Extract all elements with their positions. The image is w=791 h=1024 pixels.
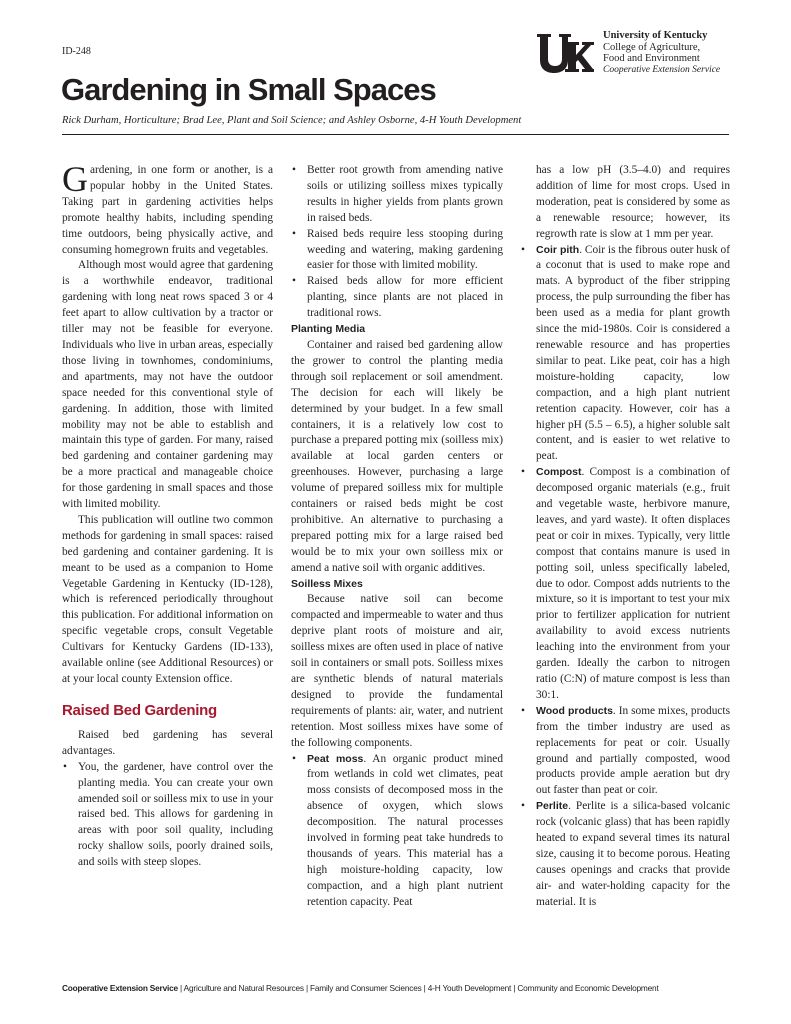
column-3 xyxy=(520,163,730,911)
column-1 xyxy=(62,159,273,871)
term-compost: Compost xyxy=(536,466,582,479)
advantages-list-continued xyxy=(291,163,503,322)
list-item-peat-moss xyxy=(291,752,503,911)
peat-moss-text: . An organic product mined from wetlands in cold wet climates, peat moss consists of decomposed moss in the absence of oxygen, which slows decomposition. The natural processes involved in forming peat take hundreds to thousands of years. This material has a high moisture-holding capacity, low compaction, and a high plant nutrient retention capacity. Peat xyxy=(307,752,503,908)
peat-continued: has a low pH (3.5–4.0) and requires addition of lime for most crops. Used in moderation, peat is considered by some as a renewable resource; however, its regrowth rate is slow at 1 mm per year. xyxy=(536,164,730,240)
paragraph-3: This publication will outline two common methods for gardening in small spaces: raised bed gardening and container gardening. It is meant to be used as a companion to Home Vegetable Gardening in Kentucky (ID-128), which is referenced periodically throughout this publication. For additional information on specific vegetable crops, consult Vegetable Cultivars for Kentucky Gardens (ID-133), available online (see Additional Resources) or at your local county Extension office. xyxy=(62,513,273,685)
section-heading-raised-bed: Raised Bed Gardening xyxy=(62,701,217,719)
term-perlite: Perlite xyxy=(536,800,569,813)
college-line2: Food and Environment xyxy=(603,53,700,64)
term-peat-moss: Peat moss xyxy=(307,752,364,765)
list-item: • You, the gardener, have control over the planting media. You can create your own amended soil or soilless mix to use in your raised bed. This allows for gardening in areas with poor soil quality, including rocky shallow soils, poorly drained soils, and soils with steep slopes. xyxy=(62,760,273,871)
page-title: Gardening in Small Spaces xyxy=(61,72,436,107)
university-name: University of Kentucky xyxy=(603,30,708,41)
list-item: • Raised beds require less stooping during weeding and watering, making gardening easier for those with limited mobility. xyxy=(291,227,503,275)
soilless-mixes-paragraph: Because native soil can become compacted and impermeable to water and thus deprive plant roots of moisture and air, soilless mixes are often used in place of native soil in containers or small pots. Soilless mixes are synthetic blends of natural materials designed to provide the fundamental requirements of plants: air, water, and nutrient retention. Most soilless mixes have some of the following components. xyxy=(291,593,503,749)
footer xyxy=(62,983,729,993)
column-2 xyxy=(291,163,503,911)
subheading-planting-media: Planting Media xyxy=(291,323,366,336)
list-item-coir-pith xyxy=(520,243,730,466)
intro-paragraph xyxy=(62,159,273,258)
uk-logo xyxy=(536,32,594,76)
components-list-continued xyxy=(520,243,730,911)
perlite-text: . Perlite is a silica-based volcanic rock (volcanic glass) that has been rapidly heated to expand several times its natural size, causing it to become porous. Heating causes openings and cracks that provide air- and water-holding capacity for the material. It is xyxy=(536,800,730,908)
org-block xyxy=(603,30,720,76)
subheading-soilless-mixes: Soilless Mixes xyxy=(291,577,363,590)
planting-media-paragraph: Container and raised bed gardening allow the grower to control the planting media through soil replacement or soil amendment. The decision for each will likely be determined by your budget. In a few small containers, it is a relatively low cost to purchase a prepared potting mix (soilless mix) available at local garden centers or greenhouses. However, purchasing a large volume of prepared soilless mix for multiple containers or raised beds might be cost prohibitive. An alternative to purchasing a prepared potting mix for a large raised bed would be to mix your own soilless mix or amend a native soil with organic additives. xyxy=(291,338,503,574)
list-item: • Raised beds allow for more efficient planting, since plants are not placed in traditional rows. xyxy=(291,274,503,322)
intro-text: ardening, in one form or another, is a popular hobby in the United States. Taking part in gardening activities helps promote healthy habits, including spending time outdoors, being physically active, and consuming homegrown fruits and vegetables. xyxy=(62,164,273,256)
authors-line: Rick Durham, Horticulture; Brad Lee, Plant and Soil Science; and Ashley Osborne, 4-H Youth Development xyxy=(62,115,522,126)
document-id: ID-248 xyxy=(62,46,91,57)
header-divider xyxy=(62,134,729,135)
extension-service: Cooperative Extension Service xyxy=(603,64,721,75)
paragraph-2: Although most would agree that gardening is a worthwhile endeavor, traditional gardening with long neat rows spaced 3 or 4 feet apart to allow cultivation by a tractor or tiller may not be feasible for everyone. Individuals who live in urban areas, especially those living in townhomes, condominiums, and apartments, may not have the outdoor space needed for this conventional style of gardening. In addition, those with limited mobility may not be able to establish and maintain this type of garden. For many, raised bed gardening and container gardening may be a more practical and manageable choice for those gardening in small spaces and those with limited mobility. xyxy=(62,259,273,511)
list-item-compost xyxy=(520,465,730,704)
list-item: • Better root growth from amending native soils or utilizing soilless mixes typically results in higher yields from plants grown in raised beds. xyxy=(291,163,503,227)
term-coir-pith: Coir pith xyxy=(536,243,580,256)
coir-pith-text: . Coir is the fibrous outer husk of a coconut that is used to make rope and mats. A byproduct of the fiber stripping process, the pulp surrounding the fiber has been used as a media for plant growth since the mid-1980s. Coir is considered a renewable resource and has properties similar to peat. Like peat, coir has a high moisture-holding capacity, low compaction, and a high plant nutrient retention capacity. However, coir has a higher pH (5.5 – 6.5), a higher soluble salt content, and is easier to wet relative to peat. xyxy=(536,243,730,463)
footer-service: Cooperative Extension Service xyxy=(62,983,178,993)
wood-products-text: . In some mixes, products from the timber industry are used as replacements for peat or coir. Usually ground and partially composted, wood products provide ample aeration but dry out faster than peat or coir. xyxy=(536,704,730,797)
list-item-perlite xyxy=(520,799,730,910)
term-wood-products: Wood products xyxy=(536,704,613,717)
advantages-list xyxy=(62,760,273,871)
paragraph-4: Raised bed gardening has several advantages. xyxy=(62,728,273,757)
list-item-wood-products xyxy=(520,704,730,799)
footer-programs: | Agriculture and Natural Resources | Family and Consumer Sciences | 4-H Youth Development | Community and Economic Development xyxy=(177,983,659,993)
components-list xyxy=(291,752,503,911)
drop-cap: G xyxy=(62,159,88,199)
college-line1: College of Agriculture, xyxy=(603,41,701,53)
compost-text: . Compost is a combination of decomposed organic materials (e.g., fruit and vegetable waste, herbivore manure, leaves, and yard waste). It often displaces peat or coir in mixes. Typically, very little compost that contains manure is used in potting soil, unless specifically labeled, due to odor. Compost adds nutrients to the mixture, so it is important to test your mix prior to fertilizer application for nutrient availability to avoid excess nutrients leaching into the environment from your garden. Ideally the carbon to nitrogen ratio (C:N) of mature compost is less than 30:1. xyxy=(536,466,730,701)
